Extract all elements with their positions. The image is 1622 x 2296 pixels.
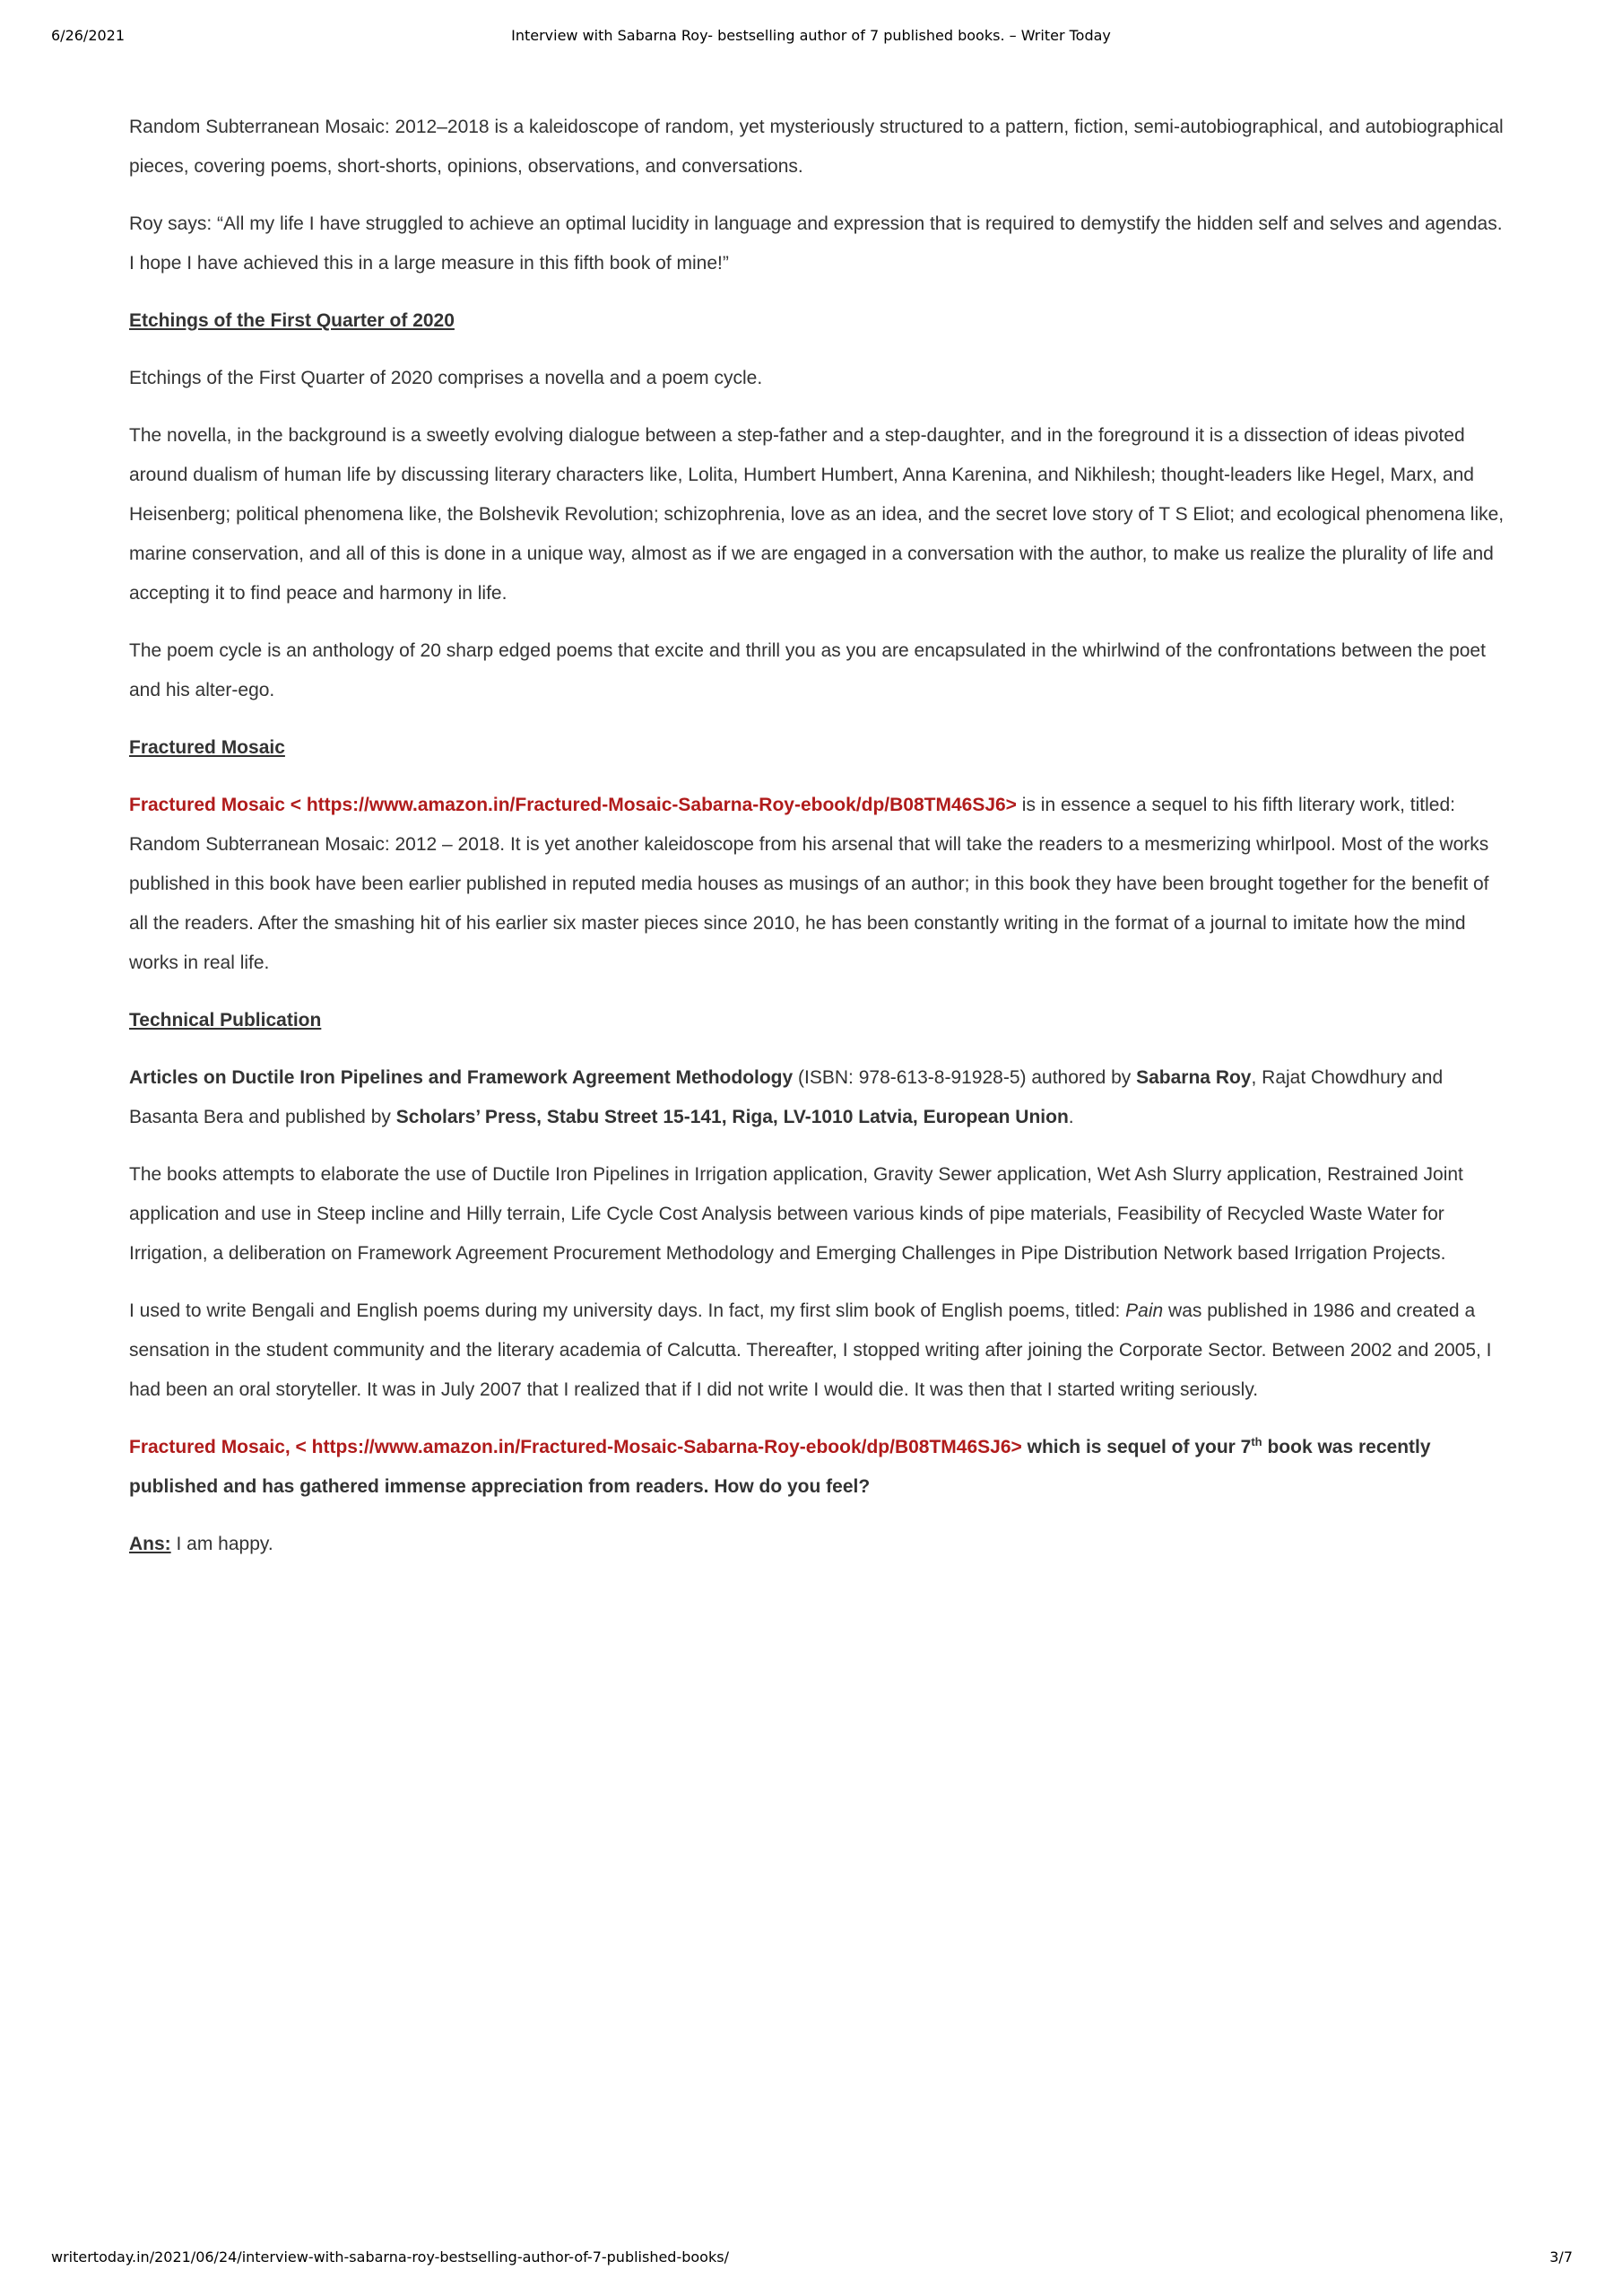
paragraph-technical-publication xyxy=(129,1058,1510,1137)
paragraph-technical-description: The books attempts to elaborate the use of Ductile Iron Pipelines in Irrigation application, Gravity Sewer application, Wet Ash Slurry application, Restrained Joint application and use in Steep incline and Hilly terrain, Life Cycle Cost Analysis between various kinds of pipe materials, Feasibility of Recycled Waste Water for Irrigation, a deliberation on Framework Agreement Procurement Methodology and Emerging Challenges in Pipe Distribution Network based Irrigation Projects. xyxy=(129,1164,1463,1264)
fractured-mosaic-text: is in essence a sequel to his fifth literary work, titled: Random Subterranean Mosaic: 2012 – 2018. It is yet another kaleidoscope from his arsenal that will take the readers to a mesmerizing whirlpool. Most of the works published in this book have been earlier published in reputed media houses as musings of an author; in this book they have been brought together for the benefit of all the readers. After the smashing hit of his earlier six master pieces since 2010, he has been constantly writing in the format of a journal to imitate how the mind works in real life. xyxy=(129,795,1489,973)
paragraph-random-mosaic: Random Subterranean Mosaic: 2012–2018 is a kaleidoscope of random, yet mysteriously structured to a pattern, fiction, semi-autobiographical, and autobiographical pieces, covering poems, short-shorts, opinions, observations, and conversations. xyxy=(129,117,1504,177)
section-heading-fractured-mosaic: Fractured Mosaic xyxy=(129,737,285,758)
technical-isbn-text: (ISBN: 978-613-8-91928-5) authored by xyxy=(793,1067,1137,1088)
article-body xyxy=(129,108,1510,1582)
interview-question xyxy=(129,1428,1510,1507)
paragraph-etchings-intro: Etchings of the First Quarter of 2020 comprises a novella and a poem cycle. xyxy=(129,368,763,388)
technical-author: Sabarna Roy xyxy=(1136,1067,1252,1088)
print-date: 6/26/2021 xyxy=(51,27,126,44)
question-text-a: which is sequel of your 7 xyxy=(1021,1437,1252,1457)
paragraph-poem-cycle: The poem cycle is an anthology of 20 sharp edged poems that excite and thrill you as you are encapsulated in the whirlwind of the confrontations between the poet and his alter-ego. xyxy=(129,640,1486,700)
paragraph-fractured-mosaic xyxy=(129,786,1510,983)
print-page-number: 3/7 xyxy=(1549,2248,1573,2266)
section-heading-etchings: Etchings of the First Quarter of 2020 xyxy=(129,310,455,331)
print-url: writertoday.in/2021/06/24/interview-with-sabarna-roy-bestselling-author-of-7-published-books/ xyxy=(51,2248,729,2266)
print-page-title: Interview with Sabarna Roy- bestselling author of 7 published books. – Writer Today xyxy=(511,27,1111,44)
question-superscript: th xyxy=(1251,1435,1262,1448)
question-text-b: book was recently published and has gathered immense appreciation from readers. How do you feel? xyxy=(129,1437,1431,1497)
fractured-mosaic-link[interactable]: Fractured Mosaic < https://www.amazon.in/Fractured-Mosaic-Sabarna-Roy-ebook/dp/B08TM46SJ6> xyxy=(129,795,1017,815)
print-header xyxy=(0,27,1622,47)
bio-text-start: I used to write Bengali and English poems during my university days. In fact, my first slim book of English poems, titled: xyxy=(129,1300,1126,1321)
bio-text-end: was published in 1986 and created a sensation in the student community and the literary academia of Calcutta. Thereafter, I stopped writing after joining the Corporate Sector. Between 2002 and 2005, I had been an oral storyteller. It was in July 2007 that I realized that if I did not write I would die. It was then that I started writing seriously. xyxy=(129,1300,1492,1400)
answer-label: Ans: xyxy=(129,1534,171,1554)
paragraph-roy-quote: Roy says: “All my life I have struggled to achieve an optimal lucidity in language and expression that is required to demystify the hidden self and selves and agendas. I hope I have achieved this in a large measure in this fifth book of mine!” xyxy=(129,213,1503,274)
technical-book-title: Articles on Ductile Iron Pipelines and Framework Agreement Methodology xyxy=(129,1067,794,1088)
interview-answer xyxy=(129,1525,1510,1564)
technical-end: . xyxy=(1068,1107,1074,1127)
print-footer xyxy=(0,2248,1622,2268)
technical-coauthors: , Rajat Chowdhury and Basanta Bera and published by xyxy=(129,1067,1444,1127)
question-fractured-mosaic-link[interactable]: Fractured Mosaic, < https://www.amazon.in/Fractured-Mosaic-Sabarna-Roy-ebook/dp/B08TM46SJ6> xyxy=(129,1437,1022,1457)
section-heading-technical: Technical Publication xyxy=(129,1010,322,1031)
technical-publisher: Scholars’ Press, Stabu Street 15-141, Riga, LV-1010 Latvia, European Union xyxy=(395,1107,1069,1127)
answer-text: I am happy. xyxy=(170,1534,273,1554)
paragraph-novella: The novella, in the background is a sweetly evolving dialogue between a step-father and a step-daughter, and in the foreground it is a dissection of ideas pivoted around dualism of human life by discussing literary characters like, Lolita, Humbert Humbert, Anna Karenina, and Nikhilesh; thought-leaders like Hegel, Marx, and Heisenberg; political phenomena like, the Bolshevik Revolution; schizophrenia, love as an idea, and the secret love story of T S Eliot; and ecological phenomena like, marine conservation, and all of this is done in a unique way, almost as if we are engaged in a conversation with the author, to make us realize the plurality of life and accepting it to find peace and harmony in life. xyxy=(129,425,1505,604)
bio-book-title-pain: Pain xyxy=(1125,1300,1164,1321)
paragraph-author-bio xyxy=(129,1292,1510,1410)
